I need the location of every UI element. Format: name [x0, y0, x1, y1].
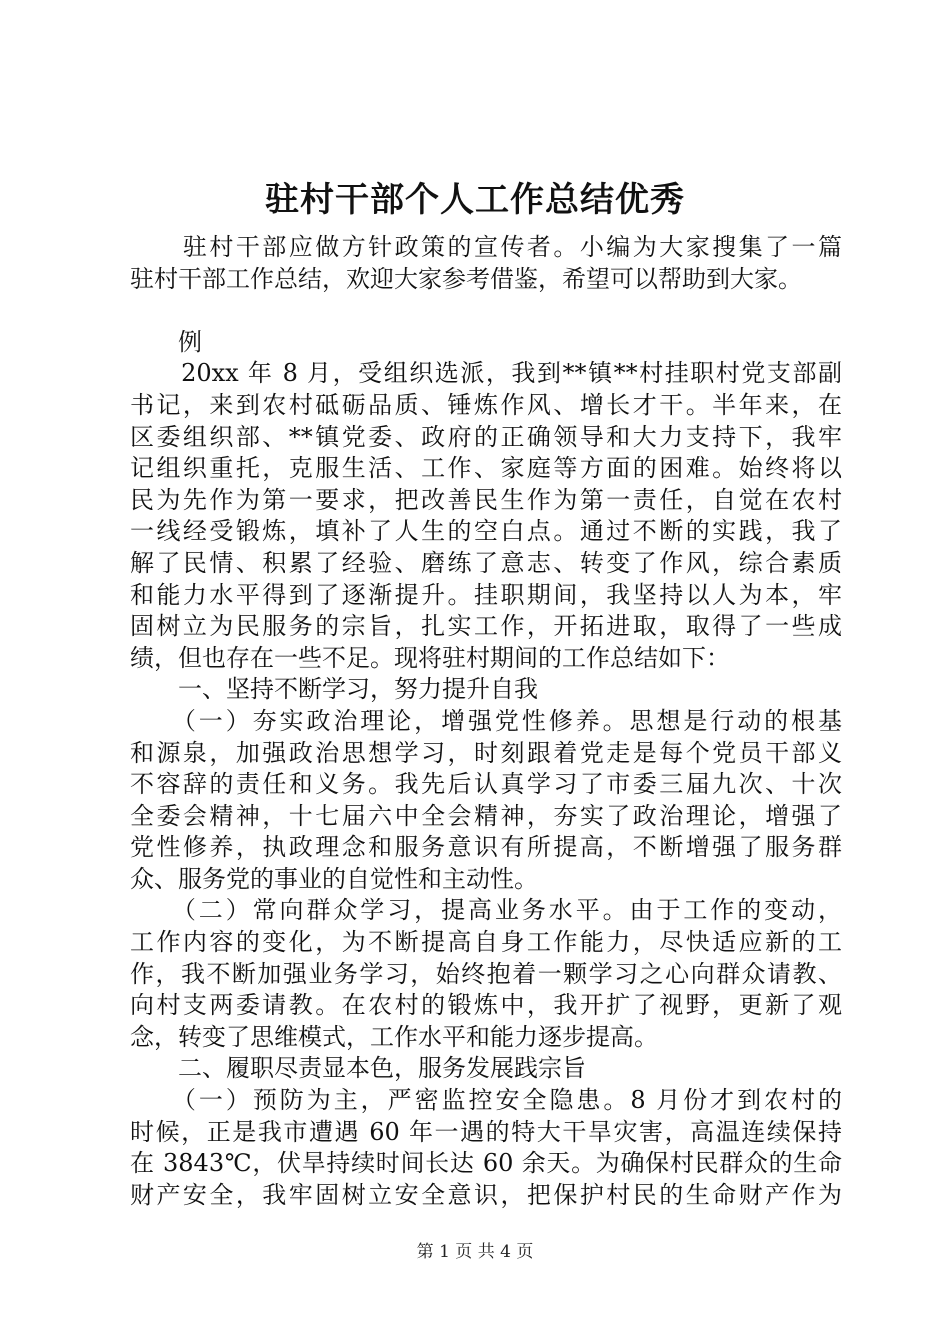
text-line: 不容辞的责任和义务。我先后认真学习了市委三届九次、十次	[130, 770, 842, 799]
text-line: 驻村干部应做方针政策的宣传者。小编为大家搜集了一篇	[130, 233, 842, 261]
text-line: 和源泉，加强政治思想学习，时刻跟着党走是每个党员干部义	[130, 738, 842, 767]
text-line: 二、履职尽责显本色，服务发展践宗旨	[130, 1054, 586, 1083]
text-line: 驻村干部工作总结，欢迎大家参考借鉴，希望可以帮助到大家。	[130, 264, 802, 293]
text-line: 例	[130, 327, 202, 356]
text-line: 书记，来到农村砥砺品质、锤炼作风、增长才干。半年来，在	[130, 390, 842, 419]
text-line: 全委会精神，十七届六中全会精神，夯实了政治理论，增强了	[130, 801, 842, 830]
text-line: 众、服务党的事业的自觉性和主动性。	[130, 864, 538, 893]
text-line: 党性修养，执政理念和服务意识有所提高，不断增强了服务群	[130, 833, 842, 862]
text-line: 财产安全，我牢固树立安全意识，把保护村民的生命财产作为	[130, 1180, 842, 1209]
text-line: 一、坚持不断学习，努力提升自我	[130, 675, 538, 704]
page-footer: 第 1 页 共 4 页	[416, 1242, 534, 1262]
text-line: 绩，但也存在一些不足。现将驻村期间的工作总结如下：	[130, 643, 730, 672]
text-line: 20xx 年 8 月，受组织选派，我到**镇**村挂职村党支部副	[130, 359, 842, 388]
paragraph-gap	[130, 295, 842, 327]
text-line: （二）常向群众学习，提高业务水平。由于工作的变动，	[130, 896, 842, 925]
text-line: 时候，正是我市遭遇 60 年一遇的特大干旱灾害，高温连续保持	[130, 1117, 842, 1146]
text-line: 和能力水平得到了逐渐提升。挂职期间，我坚持以人为本，牢	[130, 580, 842, 609]
text-line: 在 3843℃，伏旱持续时间长达 60 余天。为确保村民群众的生命	[130, 1149, 842, 1178]
text-line: 固树立为民服务的宗旨，扎实工作，开拓进取，取得了一些成	[130, 612, 842, 641]
text-line: 作，我不断加强业务学习，始终抱着一颗学习之心向群众请教、	[130, 959, 842, 988]
text-line: 工作内容的变化，为不断提高自身工作能力，尽快适应新的工	[130, 928, 842, 957]
text-line: 解了民情、积累了经验、磨练了意志、转变了作风，综合素质	[130, 548, 842, 577]
text-line: （一）夯实政治理论，增强党性修养。思想是行动的根基	[130, 706, 842, 735]
document-body	[130, 232, 842, 1211]
text-line: 向村支两委请教。在农村的锻炼中，我开扩了视野，更新了观	[130, 991, 842, 1020]
text-line: 民为先作为第一要求，把改善民生作为第一责任，自觉在农村	[130, 485, 842, 514]
text-line: 区委组织部、**镇党委、政府的正确领导和大力支持下，我牢	[130, 422, 842, 451]
document-title: 驻村干部个人工作总结优秀	[265, 180, 685, 220]
text-line: 记组织重托，克服生活、工作、家庭等方面的困难。始终将以	[130, 454, 842, 483]
text-line: （一）预防为主，严密监控安全隐患。8 月份才到农村的	[130, 1086, 842, 1115]
text-line: 一线经受锻炼，填补了人生的空白点。通过不断的实践，我了	[130, 517, 842, 546]
text-line: 念，转变了思维模式，工作水平和能力逐步提高。	[130, 1022, 658, 1051]
